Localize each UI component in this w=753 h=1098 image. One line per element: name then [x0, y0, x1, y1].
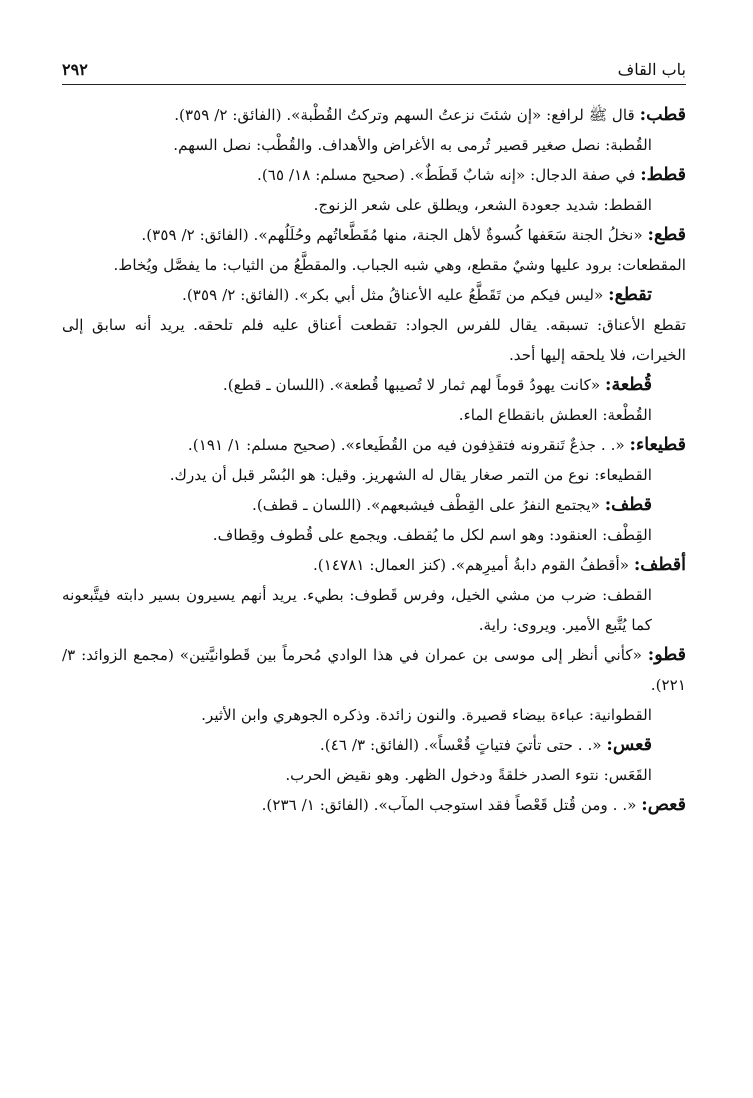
entry-block	[62, 160, 686, 220]
page-number: ٢٩٢	[62, 60, 88, 79]
entry-hadith: في صفة الدجال: «إنه شابٌ قَطَطٌ». (صحيح مسلم: ١٨/ ٦٥).	[257, 166, 641, 184]
entry	[62, 490, 686, 520]
entry-headword: قطو:	[647, 645, 686, 665]
entry	[62, 370, 686, 400]
entry-hadith: «. . ومن قُتل قَعْصاً فقد استوجب المآب». (الفائق: ١/ ٢٣٦).	[261, 796, 642, 814]
entry-block	[62, 640, 686, 730]
entry-headword: قطع:	[647, 225, 686, 245]
entry	[62, 160, 686, 190]
entry-headword: أقطف:	[633, 555, 686, 575]
entry	[62, 280, 686, 310]
entry-definition: القطط: شديد جعودة الشعر، ويطلق على شعر الزنوج.	[313, 196, 652, 214]
entry-definition: القُطْعة: العطش بانقطاع الماء.	[458, 406, 652, 424]
entry-headword: قعص:	[641, 795, 686, 815]
entry-definition: القطف: ضرب من مشي الخيل، وفرس قَطوف: بطيء. يريد أنهم يسيرون بسير دابته فيتَّبعونه كما يُتَّبع الأمير. ويروى: راية.	[62, 586, 652, 634]
entries-body	[62, 100, 686, 820]
entry-definition: تقطع الأعناق: تسبقه. يقال للفرس الجواد: تقطعت أعناق عليه فلم تلحقه. يريد أنه سابق إلى الخيرات، فلا يلحقه إليها أحد.	[62, 316, 686, 364]
entry-hadith: «يجتمع النفرُ على القِطْف فيشبعهم». (اللسان ـ قطف).	[252, 496, 605, 514]
entry-headword: قطب:	[639, 105, 686, 125]
entry-hadith: قال ﷺ لرافع: «إن شئتَ نزعتُ السهم وتركتُ القُطْبة». (الفائق: ٢/ ٣٥٩).	[174, 106, 640, 124]
entry-definition: القُطبة: نصل صغير قصير تُرمى به الأغراض والأهداف. والقُطْب: نصل السهم.	[173, 136, 652, 154]
chapter-title: باب القاف	[617, 60, 686, 79]
entry	[62, 100, 686, 130]
entry	[62, 550, 686, 580]
entry-block	[62, 370, 686, 430]
entry-hadith: «نخلُ الجنة سَعَفها كُسوةٌ لأهل الجنة، منها مُقَطَّعاتُهم وحُلَلُهم». (الفائق: ٢/ ٣٥٩).	[141, 226, 648, 244]
entry-block	[62, 730, 686, 790]
dictionary-page	[62, 58, 686, 1068]
entry-headword: قطف:	[604, 495, 652, 515]
entry-definition: القطوانية: عباءة بيضاء قصيرة. والنون زائدة. وذكره الجوهري وابن الأثير.	[201, 706, 652, 724]
entry-headword: قطيعاء:	[629, 435, 686, 455]
entry-definition: القِطْف: العنقود: وهو اسم لكل ما يُقطف. ويجمع على قُطوف وقِطاف.	[212, 526, 652, 544]
entry-definition: القطيعاء: نوع من التمر صغار يقال له الشهريز. وقيل: هو البُسْر قبل أن يدرك.	[169, 466, 652, 484]
entry-definition: المقطعات: برود عليها وشيٌ مقطع، وهي شبه الجباب. والمقطَّعُ من الثياب: ما يفصَّل ويُخاط.	[113, 256, 686, 274]
entry-block	[62, 550, 686, 640]
entry-headword: قطط:	[640, 165, 686, 185]
entry-headword: قُطعة:	[604, 375, 652, 395]
entry	[62, 220, 686, 250]
page-header	[62, 58, 686, 85]
entry-hadith: «كأني أنظر إلى موسى بن عمران في هذا الوادي مُحرماً بين قَطوانيَّتين» (مجمع الزوائد: ٣/ ٢٢١).	[62, 646, 686, 694]
entry	[62, 430, 686, 460]
entry-headword: قعس:	[606, 735, 652, 755]
entry-block	[62, 100, 686, 160]
entry-hadith: «. . حتى تأتيَ فتياتٍ قُعْساً». (الفائق: ٣/ ٤٦).	[319, 736, 607, 754]
entry-definition: القَعَس: نتوء الصدر خلقةً ودخول الظهر. وهو نقيض الحرب.	[285, 766, 652, 784]
entry	[62, 640, 686, 700]
entry	[62, 730, 686, 760]
entry-block	[62, 280, 686, 370]
entry-hadith: «أقطفُ القوم دابةُ أميرِهم». (كنز العمال: ١٤٧٨١).	[312, 556, 634, 574]
entry-block	[62, 490, 686, 550]
entry-headword: تقطع:	[608, 285, 652, 305]
entry-block	[62, 790, 686, 820]
entry-hadith: «. . جذعٌ تَنقرونه فتقذِفون فيه من القُطَيعاء». (صحيح مسلم: ١/ ١٩١).	[187, 436, 630, 454]
entry-hadith: «كانت يهودُ قوماً لهم ثمار لا تُصيبها قُطعة». (اللسان ـ قطع).	[222, 376, 605, 394]
entry-block	[62, 220, 686, 280]
entry-block	[62, 430, 686, 490]
entry-hadith: «ليس فيكم من تَقَطَّعُ عليه الأعناقُ مثل أبي بكر». (الفائق: ٢/ ٣٥٩).	[182, 286, 609, 304]
entry	[62, 790, 686, 820]
